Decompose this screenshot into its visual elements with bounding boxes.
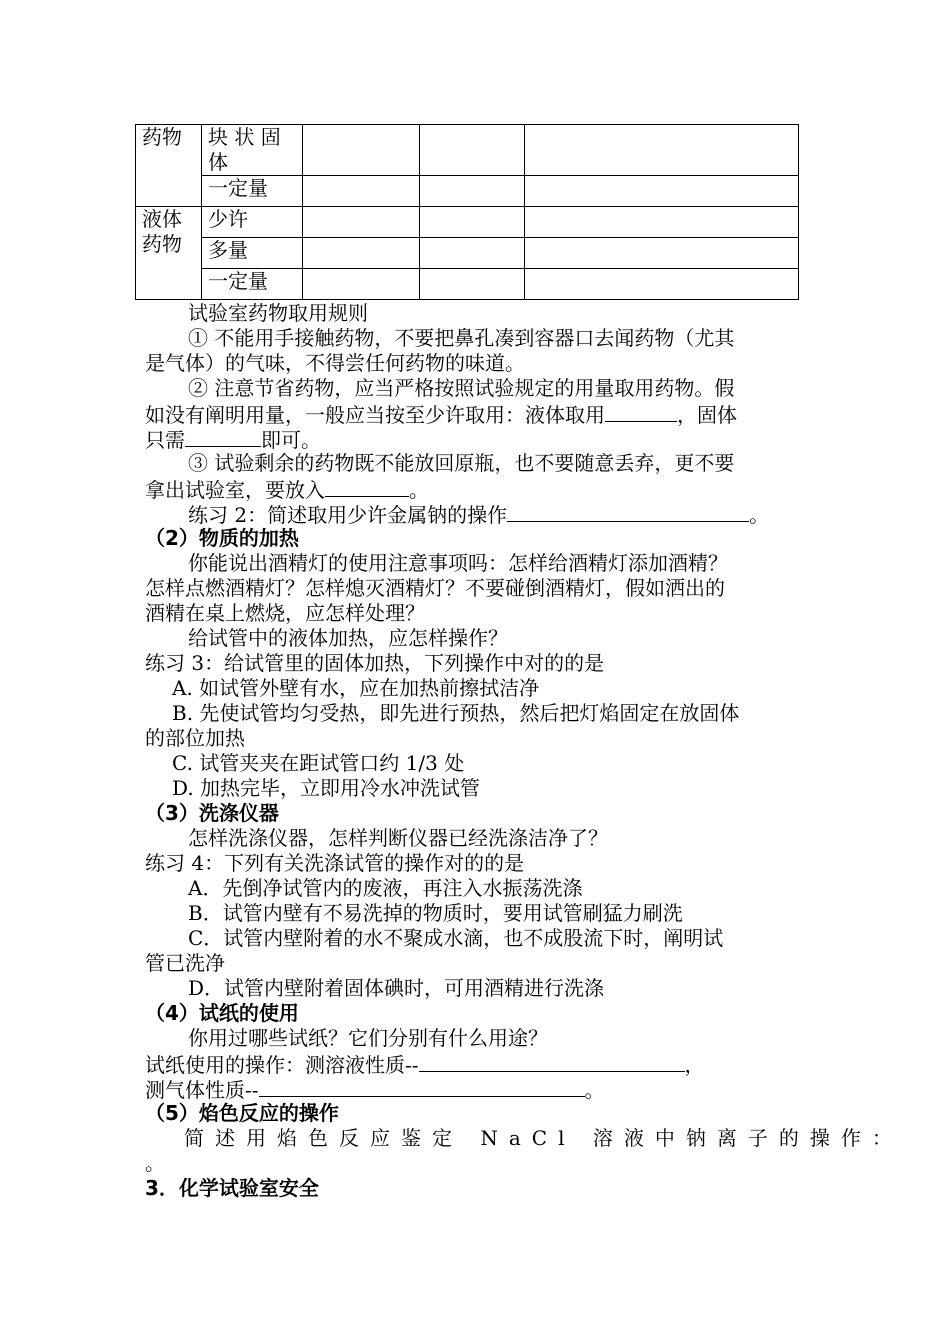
table-cell-lump-solid: 块 状 固 体 — [202, 125, 303, 176]
rules-title: 试验室药物取用规则 — [188, 301, 368, 325]
table-cell-solid-drug: 药物 — [136, 125, 202, 207]
table-row — [136, 125, 799, 176]
table-cell-empty — [525, 176, 799, 207]
heating-question-line-3: 酒精在桌上燃烧，应怎样处理？ — [145, 601, 425, 625]
fill-blank[interactable] — [419, 1051, 685, 1072]
table-cell-empty — [420, 176, 525, 207]
heating-question-line-2: 怎样点燃酒精灯？怎样熄灭酒精灯？不要碰倒酒精灯，假如洒出的 — [145, 576, 725, 600]
exercise-4-option-b: B．试管内壁有不易洗掉的物质时，要用试管刷猛力刷洗 — [188, 901, 683, 925]
exercise-4-option-c-line-2: 管已洗净 — [145, 951, 225, 975]
flame-test-end-mark: 。 — [145, 1151, 165, 1175]
heading-washing: （3）洗涤仪器 — [145, 801, 279, 825]
table-row — [136, 269, 799, 300]
rule-3-line-2: 拿出试验室，要放入 。 — [145, 478, 429, 502]
table-cell-empty — [525, 125, 799, 176]
exercise-3-option-d: D. 加热完毕，立即用冷水冲洗试管 — [172, 776, 481, 800]
table-cell-empty — [420, 125, 525, 176]
exercise-2: 练习 2：简述取用少许金属钠的操作 。 — [188, 503, 770, 527]
table-cell-empty — [420, 269, 525, 300]
table-cell-empty — [525, 207, 799, 238]
heading-test-paper: （4）试纸的使用 — [145, 1001, 299, 1025]
table-cell-liquid-small: 少许 — [202, 207, 303, 238]
heating-question-line-1: 你能说出酒精灯的使用注意事项吗：怎样给酒精灯添加酒精？ — [188, 551, 728, 575]
fill-blank[interactable] — [259, 1076, 585, 1097]
drug-usage-table — [135, 124, 799, 300]
rule-2-line-1: ② 注意节省药物，应当严格按照试验规定的用量取用药物。假 — [188, 376, 735, 400]
table-cell-liquid-drug: 液体 药物 — [136, 207, 202, 300]
table-row — [136, 207, 799, 238]
flame-test-question: 简述用焰色反应鉴定 NaCl 溶液中钠离子的操作： — [184, 1126, 903, 1150]
exercise-4-option-d: D．试管内壁附着固体碘时，可用酒精进行洗涤 — [188, 976, 605, 1000]
exercise-4: 练习 4：下列有关洗涤试管的操作对的的是 — [145, 851, 525, 875]
exercise-3-option-c: C. 试管夹夹在距试管口约 1/3 处 — [172, 751, 465, 775]
heading-lab-safety: 3．化学试验室安全 — [145, 1176, 319, 1200]
rule-2-line-2: 如没有阐明用量，一般应当按至少许取用：液体取用 ，固体 — [145, 403, 737, 427]
table-cell-empty — [303, 207, 420, 238]
rule-1-line-2: 是气体）的气味，不得尝任何药物的味道。 — [145, 351, 525, 375]
fill-blank[interactable] — [185, 426, 261, 447]
table-cell-empty — [420, 207, 525, 238]
fill-blank[interactable] — [507, 501, 749, 522]
table-cell-solid-fixed: 一定量 — [202, 176, 303, 207]
heading-flame-test: （5）焰色反应的操作 — [145, 1101, 339, 1125]
heating-question-2: 给试管中的液体加热，应怎样操作？ — [188, 626, 508, 650]
test-paper-gas-op: 测气体性质-- 。 — [145, 1078, 605, 1102]
exercise-3: 练习 3：给试管里的固体加热，下列操作中对的的是 — [145, 651, 605, 675]
table-cell-empty — [303, 125, 420, 176]
table-row — [136, 238, 799, 269]
table-cell-empty — [303, 238, 420, 269]
rule-2-line-3: 只需 即可。 — [145, 428, 321, 452]
table-row — [136, 176, 799, 207]
table-cell-empty — [303, 176, 420, 207]
table-cell-empty — [525, 238, 799, 269]
table-cell-empty — [525, 269, 799, 300]
test-paper-question: 你用过哪些试纸？它们分别有什么用途？ — [188, 1026, 548, 1050]
exercise-3-option-b-line-2: 的部位加热 — [145, 726, 245, 750]
washing-question: 怎样洗涤仪器，怎样判断仪器已经洗涤洁净了？ — [188, 826, 608, 850]
exercise-3-option-a: A. 如试管外壁有水，应在加热前擦拭洁净 — [172, 676, 540, 700]
exercise-4-option-a: A．先倒净试管内的废液，再注入水振荡洗涤 — [188, 876, 583, 900]
heading-heating: （2）物质的加热 — [145, 526, 299, 550]
table-cell-empty — [420, 238, 525, 269]
table-cell-liquid-fixed: 一定量 — [202, 269, 303, 300]
table-cell-empty — [303, 269, 420, 300]
table-cell-liquid-large: 多量 — [202, 238, 303, 269]
exercise-3-option-b-line-1: B. 先使试管均匀受热，即先进行预热，然后把灯焰固定在放固体 — [172, 701, 740, 725]
fill-blank[interactable] — [325, 476, 409, 497]
rule-1-line-1: ① 不能用手接触药物，不要把鼻孔凑到容器口去闻药物（尤其 — [188, 326, 735, 350]
test-paper-solution-op: 试纸使用的操作：测溶液性质-- ， — [145, 1053, 705, 1077]
exercise-4-option-c-line-1: C．试管内壁附着的水不聚成水滴，也不成股流下时，阐明试 — [188, 926, 724, 950]
fill-blank[interactable] — [605, 401, 677, 422]
rule-3-line-1: ③ 试验剩余的药物既不能放回原瓶，也不要随意丢弃，更不要 — [188, 451, 735, 475]
